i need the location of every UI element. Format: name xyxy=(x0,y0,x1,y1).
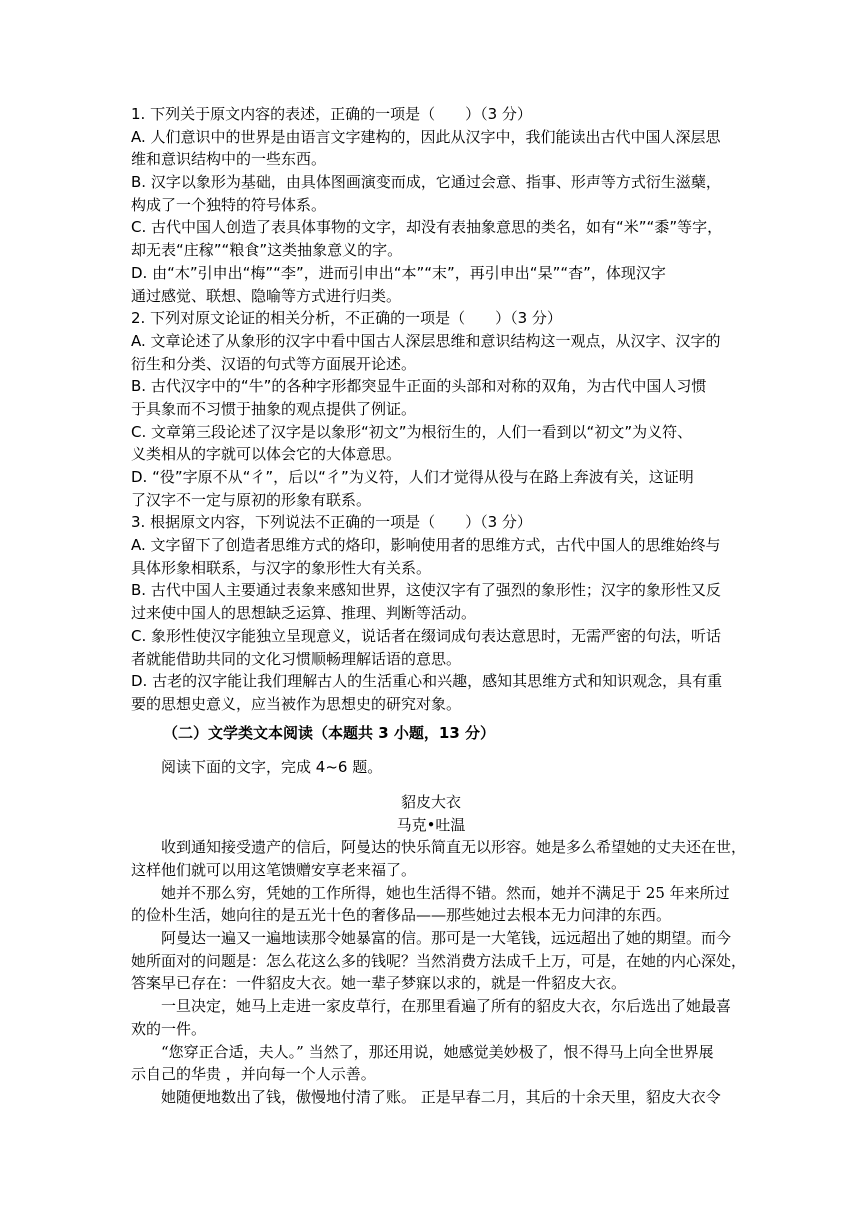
option-d-line1: D. 古老的汉字能让我们理解古人的生活重心和兴趣，感知其思维方式和知识观念，具有重 xyxy=(131,672,723,691)
option-a-line2: 具体形象相联系，与汉字的象形性大有关系。 xyxy=(131,558,432,577)
option-a-line1: A. 文章论述了从象形的汉字中看中国古人深层思维和意识结构这一观点，从汉字、汉字的 xyxy=(131,331,721,350)
story-title: 貂皮大衣 xyxy=(400,792,461,811)
option-a-line2: 衍生和分类、汉语的句式等方面展开论述。 xyxy=(131,354,417,373)
story-line: 欢的一件。 xyxy=(131,1019,207,1038)
question-1 xyxy=(131,103,731,307)
option-b-line2: 过来使中国人的思想缺乏运算、推理、判断等活动。 xyxy=(131,604,477,623)
option-b-line1: B. 古代中国人主要通过表象来感知世界，这使汉字有了强烈的象形性；汉字的象形性又反 xyxy=(131,581,721,600)
option-d-line2: 了汉字不一定与原初的形象有联系。 xyxy=(131,490,372,509)
story-line: 这样他们就可以用这笔馈赠安享老来福了。 xyxy=(131,861,417,879)
page-content xyxy=(131,103,747,1109)
section-heading: （二）文学类文本阅读（本题共 3 小题，13 分） xyxy=(163,723,495,742)
story-line: 她所面对的问题是：怎么花这么多的钱呢？当然消费方法成千上万，可是，在她的内心深处， xyxy=(131,951,747,970)
story-line: 示自己的华贵 ，并向每一个人示善。 xyxy=(131,1065,376,1084)
story-line: 一旦决定，她马上走进一家皮草行，在那里看遍了所有的貂皮大衣，尔后选出了她最喜 xyxy=(131,997,732,1016)
story-line: 答案早已存在：一件貂皮大衣。她一辈子梦寐以求的，就是一件貂皮大衣。 xyxy=(131,974,627,993)
option-d-line1: D. 由“木”引申出“梅”“李”，进而引申出“本”“末”，再引申出“杲”“杳”，体现汉字 xyxy=(131,263,666,282)
question-2 xyxy=(131,307,731,511)
reading-instruction: 阅读下面的文字，完成 4~6 题。 xyxy=(161,758,383,777)
option-b-line2: 于具象而不习惯于抽象的观点提供了例证。 xyxy=(131,399,417,418)
question-stem: 3. 根据原文内容，下列说法不正确的一项是（ ）（3 分） xyxy=(131,513,532,532)
option-d-line1: D. “役”字原不从“彳”，后以“彳”为义符，人们才觉得从役与在路上奔波有关，这证明 xyxy=(131,468,694,486)
option-c-line2: 者就能借助共同的文化习惯顺畅理解话语的意思。 xyxy=(131,649,462,668)
option-c-line2: 却无表“庄稼”“粮食”这类抽象意义的字。 xyxy=(131,241,403,260)
option-a-line1: A. 人们意识中的世界是由语言文字建构的，因此从汉字中，我们能读出古代中国人深层思 xyxy=(131,127,721,146)
option-b-line2: 构成了一个独特的符号体系。 xyxy=(131,195,327,214)
question-stem: 1. 下列关于原文内容的表述，正确的一项是（ ）（3 分） xyxy=(131,105,532,123)
option-b-line1: B. 汉字以象形为基础，由具体图画演变而成，它通过会意、指事、形声等方式衍生滋蘖， xyxy=(131,173,721,192)
option-d-line2: 要的思想史意义，应当被作为思想史的研究对象。 xyxy=(131,694,462,713)
option-c-line1: C. 文章第三段论述了汉字是以象形“初文”为根衍生的，人们一看到以“初文”为义符、 xyxy=(131,422,693,441)
option-c-line1: C. 古代中国人创造了表具体事物的文字，却没有表抽象意思的类名，如有“米”“黍”等字， xyxy=(131,218,723,237)
story-author: 马克•吐温 xyxy=(396,815,466,834)
option-b-line1: B. 古代汉字中的“牛”的各种字形都突显牛正面的头部和对称的双角，为古代中国人习惯 xyxy=(131,377,707,396)
section-spacer xyxy=(131,744,731,756)
option-c-line1: C. 象形性使汉字能独立呈现意义，说话者在缀词成句表达意思时，无需严密的句法，听话 xyxy=(131,626,722,645)
story-line: 她并不那么穷，凭她的工作所得，她也生活得不错。然而，她并不满足于 25 年来所过 xyxy=(131,883,730,902)
story-line: 她随便地数出了钱，傲慢地付清了账。 正是早春二月，其后的十余天里，貂皮大衣令 xyxy=(131,1087,721,1106)
question-3 xyxy=(131,511,731,715)
story-line: 阿曼达一遍又一遍地读那令她暴富的信。那可是一大笔钱，远远超出了她的期望。而今 xyxy=(131,929,732,948)
story-line: 的俭朴生活，她向往的是五光十色的奢侈品——那些她过去根本无力问津的东西。 xyxy=(131,906,672,925)
option-a-line1: A. 文字留下了创造者思维方式的烙印，影响使用者的思维方式，古代中国人的思维始终与 xyxy=(131,536,721,555)
option-d-line2: 通过感觉、联想、隐喻等方式进行归类。 xyxy=(131,286,402,305)
story-line: “您穿正合适，夫人。” 当然了，那还用说，她感觉美妙极了，恨不得马上向全世界展 xyxy=(131,1042,714,1061)
option-c-line2: 义类相从的字就可以体会它的大体意思。 xyxy=(131,445,402,464)
question-stem: 2. 下列对原文论证的相关分析，不正确的一项是（ ）（3 分） xyxy=(131,309,562,328)
story-passage xyxy=(131,791,747,1109)
instruction-spacer xyxy=(131,779,731,791)
option-a-line2: 维和意识结构中的一些东西。 xyxy=(131,150,327,169)
story-line: 收到通知接受遗产的信后，阿曼达的快乐简直无以形容。她是多么希望她的丈夫还在世， xyxy=(131,838,747,857)
